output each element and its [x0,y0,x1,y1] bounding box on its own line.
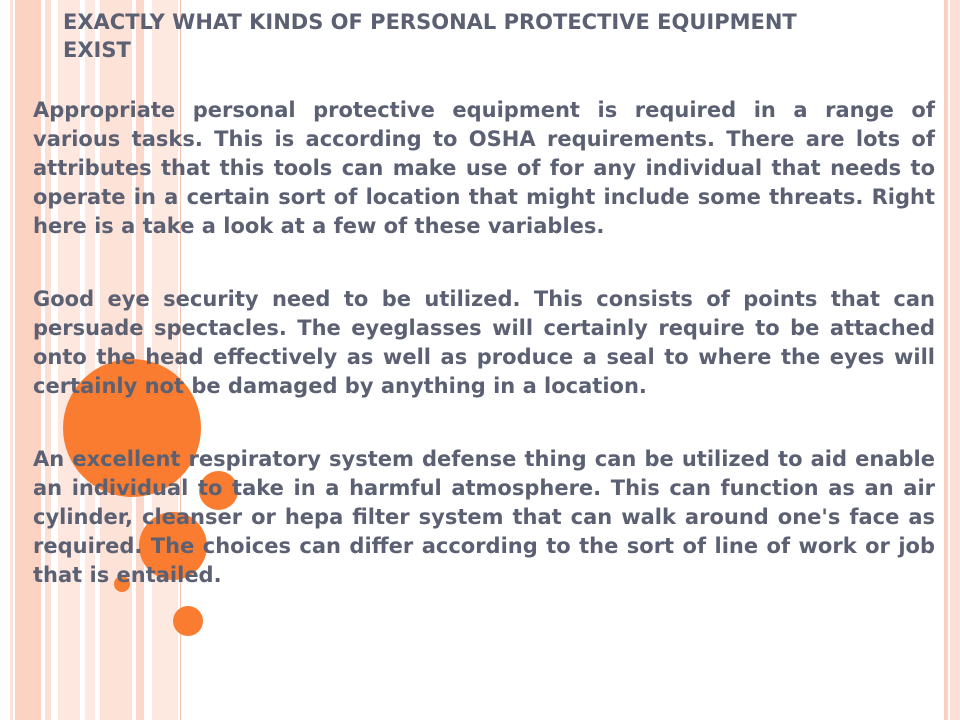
body-paragraph: Good eye security need to be utilized. This consists of points that can persuade spectacles. The eyeglasses will certainly require to be attached onto the head effectively as well as produce a seal to where the eyes will certainly not be damaged by anything in a location. [33,287,935,398]
decor-stripe [10,0,13,720]
body-paragraph: Appropriate personal protective equipment is required in a range of various tasks. This is according to OSHA requirements. There are lots of attributes that this tools can make use of for any individual that needs to operate in a certain sort of location that might include some threats. Right here is a take a look at a few of these variables. [33,98,935,238]
decor-stripe [944,0,948,720]
slide-title: EXACTLY WHAT KINDS OF PERSONAL PROTECTIVE EQUIPMENT EXIST [63,10,797,62]
decor-stripe [950,0,960,720]
body-paragraph: An excellent respiratory system defense thing can be utilized to aid enable an individual to take in a harmful atmosphere. This can function as an air cylinder, cleanser or hepa filter system that can walk around one's face as required. The choices can differ according to the sort of line of work or job that is entailed. [33,447,935,587]
decor-circle [173,606,203,636]
slide-body [33,96,935,590]
